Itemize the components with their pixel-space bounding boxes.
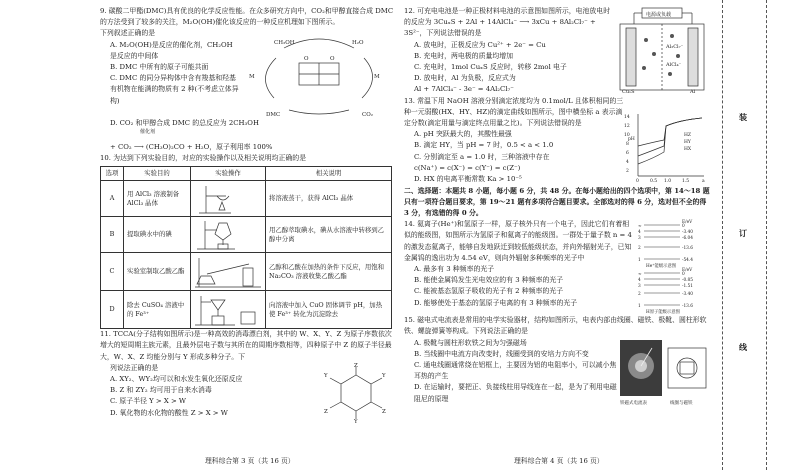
quantum-number: 4 — [638, 278, 641, 284]
q13-option-d: D. HX 的电离平衡常数 Ka > 10⁻⁵ — [414, 175, 522, 184]
q9-option-d-cont — [100, 130, 396, 153]
table-row — [101, 291, 392, 329]
svg-text:Y: Y — [382, 372, 386, 379]
y-axis-label: pH — [628, 136, 635, 142]
q10-table — [100, 166, 392, 329]
q9-stem: 9. 碳酸二甲酯(DMC)具有优良的化学反应性能。在众多研究方向中，CO₂和甲醇直接合成 DMC 的方法受到了较多的关注，M₂O(OH)催化该反应的一种反应机理如下图所示。 — [100, 7, 394, 27]
energy-level-diagram — [636, 219, 710, 315]
q15-option-c: C. 通电线圈通常绕在铝框上，主要因为铝的电阻率小，可以减小焦耳热的产生 — [414, 361, 617, 381]
energy-level-value: 0 — [682, 224, 685, 230]
note-cell: 乙醇和乙酸在加热的条件下反应，用饱和 Na₂CO₃ 溶液收集乙酸乙酯 — [266, 253, 392, 291]
q12-stem: 12. 可充电电池是一种正极材料电池的示意图如图所示，电池放电时的反应为 3CuₓS + 2Al + 14AlCl₄⁻ ⟶ 3xCu + 8Al₂Cl₇⁻ + 3S²⁻，下列说法错误的是 — [404, 7, 611, 38]
x-tick: 0.5 — [650, 178, 658, 184]
q9-catalyst-label: 催化剂 — [140, 128, 156, 135]
left-page-footer: 理科综合第 3 页（共 16 页） — [205, 457, 295, 465]
q12-option-d: D. 放电时，Al 为负极，反应式为 — [414, 74, 516, 83]
option-cell: C — [101, 253, 124, 291]
q14-option-c: C. 能被基态氢原子吸收的光子有 2 种频率的光子 — [414, 287, 564, 296]
x-tick: 1.5 — [682, 178, 690, 184]
separatory-funnel-icon — [191, 218, 265, 252]
q15-option-d: D. 在运输时，要把正、负接线柱用导线连在一起，是为了利用电磁阻尼的原理 — [414, 383, 617, 403]
purpose-cell: 实验室制取乙酸乙酯 — [124, 253, 191, 291]
q14-option-b: B. 能使金属钨发生光电效应的有 3 种频率的光子 — [414, 276, 564, 285]
q10-stem: 10. 为达到下列实验目的，对应的实验操作以及相关说明均正确的是 — [100, 154, 307, 163]
fig-caption-b: 线圈与磁铁 — [670, 400, 693, 406]
y-tick: 12 — [624, 123, 630, 129]
ester-prep-apparatus-icon — [191, 254, 265, 290]
option-cell: A — [101, 181, 124, 217]
binding-char: 装 — [739, 112, 747, 122]
quantum-number: 4 — [638, 230, 641, 236]
section-2-title: 二、选择题：本题共 8 小题，每小题 6 分，共 48 分。在每小题给出的四个选项中，第 14～18 题只有一项符合题目要求，第 19～21 题有多项符合题目要求。全部选对的得 6 分，选对但不全的得 3 分，有选错的得 0 分。 — [404, 186, 710, 218]
q12-option-c: C. 充电时，1mol CuₓS 反应时，转移 2mol 电子 — [414, 63, 567, 72]
energy-level-value: -3.40 — [682, 230, 694, 236]
note-cell: 向溶液中加入 CuO 固体调节 pH，加热使 Fe³⁺ 转化为沉淀除去 — [266, 291, 392, 329]
y-tick: 10 — [624, 132, 630, 138]
right-page-footer: 理科综合第 4 页（共 16 页） — [514, 457, 604, 465]
svg-text:O: O — [304, 56, 309, 63]
q13-option-c-eq: c(Na⁺) = c(X⁻) = c(Y⁻) = c(Z⁻) — [414, 163, 521, 172]
battery-ion-label: AlCl₄⁻ — [666, 62, 682, 68]
svg-text:M: M — [249, 74, 255, 81]
x-tick: 0 — [636, 178, 639, 184]
svg-text:Z: Z — [354, 362, 358, 369]
y-tick: 4 — [626, 159, 629, 165]
cycle-arrow-bottom — [289, 110, 349, 114]
svg-text:Z: Z — [324, 408, 328, 415]
right-column — [404, 6, 710, 408]
battery-left-electrode: CuₓS — [622, 89, 635, 94]
purpose-cell: 提取碘水中的碘 — [124, 217, 191, 253]
evaporation-apparatus-icon — [191, 182, 265, 216]
cut-line — [766, 0, 767, 470]
curve-hx — [638, 118, 702, 164]
energy-level-value: -1.51 — [682, 284, 694, 290]
x-axis-label: a — [702, 178, 705, 184]
y-tick: 6 — [626, 150, 629, 156]
q9-question: 下列叙述正确的是 — [100, 29, 156, 38]
binding-char: 线 — [739, 342, 747, 352]
energy-level-value: -13.6 — [682, 304, 694, 310]
q14-option-a: A. 最多有 3 种频率的光子 — [414, 265, 495, 274]
note-cell: 用乙醇萃取碘水，碘从水溶液中转移到乙醇中分离 — [266, 217, 392, 253]
series-label: HZ — [684, 132, 692, 138]
curve-hy — [638, 118, 702, 156]
q13-option-c: C. 分别滴定至 a = 1.0 时，三种溶液中存在 — [414, 152, 550, 161]
q11-question: 列说法正确的是 — [110, 363, 159, 372]
q13-option-b: B. 滴定 HY，当 pH = 7 时，0.5 < a < 1.0 — [414, 141, 554, 150]
q11-option-d: D. 氧化物的水化物的酸性 Z > X > W — [110, 408, 228, 417]
option-cell: D — [101, 291, 124, 329]
q13-stem: 13. 常温下用 NaOH 溶液分别滴定浓度均为 0.1mol/L 且体积相同的三种一元弱酸(HX、HY、HZ)的滴定曲线如图所示，图中横坐标 a 表示滴定分数(滴定用量与滴定终点用量之比)。下列说法错误的是 — [404, 96, 624, 128]
q12-option-a: A. 放电时，正极反应为 Cu²⁺ + 2e⁻ = Cu — [414, 40, 546, 49]
q13-option-a: A. pH 突跃最大的，其酸性最强 — [414, 130, 512, 139]
energy-level-value: -13.6 — [682, 246, 694, 252]
energy-level-value: -3.40 — [682, 292, 694, 298]
svg-text:Z: Z — [382, 408, 386, 415]
y-tick: 14 — [624, 114, 630, 120]
tcca-structure-diagram — [316, 363, 396, 423]
energy-caption: H原子能级示意图 — [646, 310, 680, 316]
energy-level-value: 0 — [682, 272, 685, 278]
fig-caption-a: 铁磁式电流表 — [620, 400, 647, 406]
galvanometer-diagram — [618, 338, 710, 408]
cycle-arrow-left — [265, 58, 276, 98]
energy-level-value: -6.04 — [682, 236, 694, 242]
energy-level-value: -0.85 — [682, 278, 694, 284]
energy-header: E/eV — [682, 220, 693, 226]
svg-text:CO₂: CO₂ — [362, 112, 373, 119]
battery-diagram — [614, 6, 710, 94]
q15-option-a: A. 极靴与圆柱形软铁之间为匀强磁场 — [414, 338, 527, 347]
quantum-number: 1 — [638, 304, 641, 310]
cycle-arrow-right — [362, 58, 373, 98]
svg-text:M: M — [374, 74, 380, 81]
table-row — [101, 181, 392, 217]
series-label: HX — [684, 146, 692, 152]
x-tick: 1.0 — [664, 178, 672, 184]
svg-text:Y: Y — [354, 418, 358, 423]
table-header: 选项 — [101, 167, 124, 181]
table-header: 实验操作 — [191, 167, 266, 181]
quantum-number: ∞ — [638, 272, 642, 278]
filtration-apparatus-icon — [191, 292, 265, 328]
binding-char: 订 — [739, 228, 747, 238]
battery-right-electrode: Al — [690, 89, 696, 94]
q14-option-d: D. 能够使处于基态的氢原子电离的有 3 种频率的光子 — [414, 298, 578, 307]
q14-stem: 14. 氦离子(He⁺)和氢原子一样，原子核外只有一个电子，因此它们有着相似的能级图，如图所示为氢原子和氦离子的能级图。一群处于量子数 n = 4 的激发态氦离子，能够自发地跃迁到较低能级状态，并向外辐射光子，已知金属钨的逸出功为 4.54 eV，则向外辐射多种频率的光子中 — [404, 220, 632, 262]
table-header: 实验目的 — [124, 167, 191, 181]
quantum-number: 2 — [638, 246, 641, 252]
energy-level-value: -54.4 — [682, 258, 694, 264]
svg-text:H₂O: H₂O — [352, 40, 364, 47]
table-row — [101, 217, 392, 253]
dmc-mechanism-diagram — [244, 28, 394, 118]
q9-option-d-eq: + CO₂ ⟶ (CH₃O)₂CO + H₂O，原子利用率 100% — [110, 142, 273, 151]
q11-stem: 11. TCCA(分子结构如图所示)是一种高效的消毒漂白剂，其中的 W、X、Y、Z 为原子序数依次增大的短周期主族元素，且最外层电子数与其所在的周期序数相等，四种原子中 Z 的原子半径最大，W、X、Z 均能分别与 Y 形成多种分子。下 — [100, 330, 392, 361]
note-cell: 将溶液蒸干，获得 AlCl₃ 晶体 — [266, 181, 392, 217]
option-cell: B — [101, 217, 124, 253]
titration-chart — [624, 110, 710, 186]
table-header-row — [101, 167, 392, 181]
q11-option-c: C. 原子半径 Y > X > W — [110, 397, 187, 406]
table-header: 相关说明 — [266, 167, 392, 181]
y-tick: 8 — [626, 141, 629, 147]
q12-option-b: B. 充电时，两电极的质量均增加 — [414, 51, 514, 60]
q15-option-b: B. 当线圈中电流方向改变时，线圈受到的安培力方向不变 — [414, 349, 589, 358]
q9-body — [100, 28, 396, 118]
quantum-number: ∞ — [638, 224, 642, 230]
q15-stem: 15. 磁电式电流表是常用的电学实验器材，结构如图所示，电表内部由线圈、磁铁、极靴、圆柱形软铁、螺旋弹簧等构成。下列说法正确的是 — [404, 316, 707, 336]
binding-line — [722, 0, 723, 470]
q11-option-b: B. Z 和 ZY₂ 均可用于自来水消毒 — [110, 386, 212, 395]
q12-option-d-eq: Al + 7AlCl₄⁻ - 3e⁻ = 4Al₂Cl₇⁻ — [414, 85, 514, 94]
svg-text:CH₃OH: CH₃OH — [274, 40, 295, 47]
q9-option-a: A. M₂O(OH)是反应的催化剂，CH₂OH 是反应的中间体 — [110, 40, 233, 60]
purpose-cell: 用 AlCl₃ 溶液制备 AlCl₃ 晶体 — [124, 181, 191, 217]
battery-switch-label: 电源或负载 — [646, 12, 672, 18]
quantum-number: 2 — [638, 292, 641, 298]
energy-caption: He⁺能级示意图 — [646, 264, 677, 270]
curve-hz — [638, 118, 702, 146]
svg-text:DMC: DMC — [266, 112, 281, 119]
q9-option-d: D. CO₂ 和甲醇合成 DMC 的总反应为 2CH₃OH — [110, 119, 259, 128]
table-row — [101, 253, 392, 291]
q11-option-a: A. XY₂、WY₂均可以和水发生氧化还原反应 — [110, 375, 243, 384]
q9-option-c: C. DMC 的同分异构体中含有羧基和羟基有机物在能满的物质有 2 种(不考虑立体异构) — [110, 74, 239, 105]
battery-ion-label: Al₂Cl₇⁻ — [666, 44, 684, 50]
left-column — [100, 6, 396, 423]
quantum-number: 3 — [638, 236, 641, 242]
quantum-number: 3 — [638, 284, 641, 290]
q9-option-b: B. DMC 中所有的原子可能共面 — [110, 63, 209, 72]
y-tick: 2 — [626, 168, 629, 174]
energy-header: E/eV — [682, 268, 693, 274]
quantum-number: 1 — [638, 258, 641, 264]
svg-text:Y: Y — [324, 372, 328, 379]
svg-text:O: O — [330, 56, 335, 63]
purpose-cell: 除去 CuSO₄ 溶液中的 Fe³⁺ — [124, 291, 191, 329]
series-label: HY — [684, 139, 691, 145]
